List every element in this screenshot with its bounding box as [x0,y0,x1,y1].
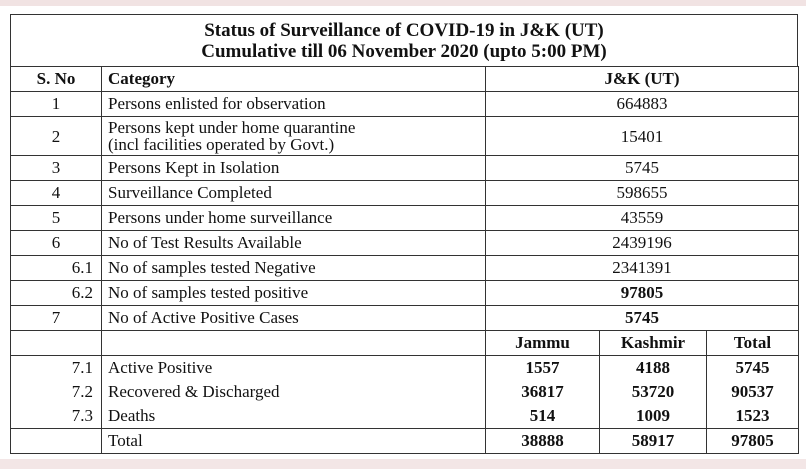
region-row-sno: 7.1 [11,356,102,381]
row-value: 5745 [486,306,799,331]
row-sno: 6.2 [11,281,102,306]
table-row [11,156,799,181]
row-category: No of Active Positive Cases [102,306,486,331]
row-sno: 7 [11,306,102,331]
header-value: J&K (UT) [486,67,799,92]
region-total-row [11,429,799,454]
row-sno: 3 [11,156,102,181]
row-category: No of samples tested positive [102,281,486,306]
region-row-kashmir: 53720 [600,380,707,404]
row-sno: 1 [11,92,102,117]
region-row-total: 90537 [707,380,799,404]
title-line-1: Status of Surveillance of COVID-19 in J&K (UT) [204,20,604,41]
row-value: 5745 [486,156,799,181]
region-row-total: 5745 [707,356,799,381]
bottom-border-strip [0,459,806,469]
row-value: 43559 [486,206,799,231]
row-category: No of samples tested Negative [102,256,486,281]
region-header-category [102,331,486,356]
header-category: Category [102,67,486,92]
surveillance-table [10,66,799,454]
region-row [11,404,799,429]
table-row [11,206,799,231]
table-header-row [11,67,799,92]
row-category: Persons Kept in Isolation [102,156,486,181]
table-row [11,117,799,156]
row-value: 664883 [486,92,799,117]
table-row [11,231,799,256]
region-row-jammu: 514 [486,404,600,429]
region-row-sno: 7.2 [11,380,102,404]
row-value: 15401 [486,117,799,156]
row-category: Surveillance Completed [102,181,486,206]
region-row-total: 97805 [707,429,799,454]
row-value: 97805 [486,281,799,306]
row-sno: 6.1 [11,256,102,281]
region-header-sno [11,331,102,356]
table-row [11,181,799,206]
region-header-row [11,331,799,356]
row-sno: 6 [11,231,102,256]
region-row-category: Recovered & Discharged [102,380,486,404]
row-category [102,117,486,156]
row-category: No of Test Results Available [102,231,486,256]
region-row-sno: 7.3 [11,404,102,429]
region-row [11,380,799,404]
table-row [11,92,799,117]
region-row-kashmir: 1009 [600,404,707,429]
row-category: Persons enlisted for observation [102,92,486,117]
region-header-kashmir: Kashmir [600,331,707,356]
region-row [11,356,799,381]
region-row-total: 1523 [707,404,799,429]
region-row-jammu: 1557 [486,356,600,381]
region-row-category: Total [102,429,486,454]
region-header-jammu: Jammu [486,331,600,356]
table-row [11,306,799,331]
region-row-kashmir: 4188 [600,356,707,381]
row-category-line-2: (incl facilities operated by Govt.) [108,135,335,154]
row-sno: 4 [11,181,102,206]
row-value: 2341391 [486,256,799,281]
title-line-2: Cumulative till 06 November 2020 (upto 5:00 PM) [201,41,607,62]
region-row-category: Active Positive [102,356,486,381]
region-row-sno [11,429,102,454]
region-row-jammu: 38888 [486,429,600,454]
region-row-kashmir: 58917 [600,429,707,454]
row-sno: 5 [11,206,102,231]
row-sno: 2 [11,117,102,156]
row-category-line-1: Persons kept under home quarantine [108,118,356,137]
region-row-jammu: 36817 [486,380,600,404]
surveillance-report [6,6,802,458]
row-category: Persons under home surveillance [102,206,486,231]
row-value: 598655 [486,181,799,206]
row-value: 2439196 [486,231,799,256]
header-sno: S. No [11,67,102,92]
table-row [11,281,799,306]
table-row [11,256,799,281]
region-header-total: Total [707,331,799,356]
region-row-category: Deaths [102,404,486,429]
report-title [10,14,798,66]
